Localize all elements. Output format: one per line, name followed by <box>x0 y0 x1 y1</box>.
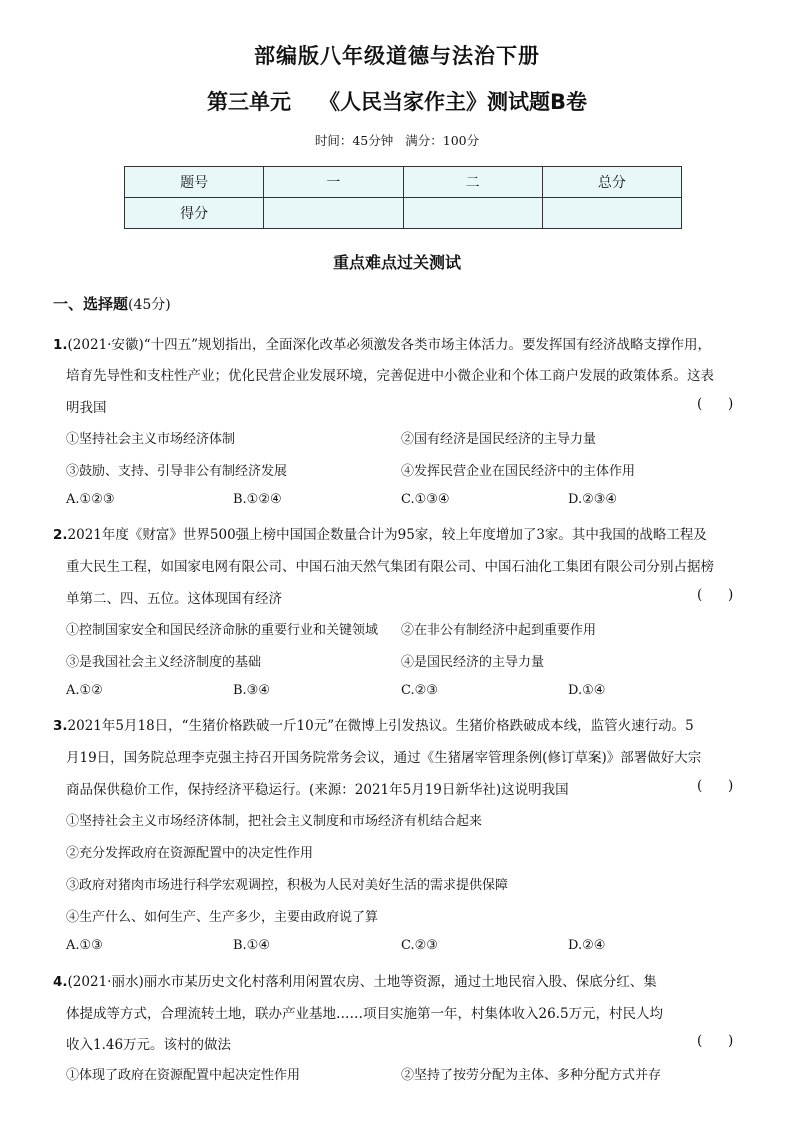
question-text: 2021年5月18日，“生猪价格跌破一斤10元”在微博上引发热议。生猪价格跌破成本线，监管火速行动。5 <box>67 718 694 734</box>
option-item: ④生产什么、如何生产、生产多少，主要由政府说了算 <box>66 910 379 925</box>
choice-d: D.②④ <box>568 938 606 953</box>
question-1-line-2: 培育先导性和支柱性产业；优化民营企业发展环境，完善促进中小微企业和个体工商户发展的政策体系。这表 <box>66 368 714 384</box>
question-3-line-2: 月19日，国务院总理李克强主持召开国务院常务会议，通过《生猪屠宰管理条例(修订草案)》部署做好大宗 <box>66 750 702 766</box>
choice-b: B.③④ <box>233 683 270 698</box>
score-cell: 一 <box>264 167 403 198</box>
choice-d: D.①④ <box>568 683 606 698</box>
option-item: ①坚持社会主义市场经济体制 <box>66 432 236 447</box>
score-table-score-row <box>125 198 682 229</box>
score-cell <box>403 198 542 229</box>
time-limit: 时间：45分钟 <box>314 133 394 148</box>
question-3-line-3: 商品保供稳价工作，保持经济平稳运行。(来源：2021年5月19日新华社)这说明我国 <box>66 782 569 798</box>
score-cell <box>542 198 681 229</box>
score-cell <box>264 198 403 229</box>
choice-c: C.①③④ <box>401 492 450 507</box>
document-title: 部编版八年级道德与法治下册 <box>254 44 540 68</box>
question-4-line-1 <box>53 970 657 990</box>
option-item: ④是国民经济的主导力量 <box>401 655 545 670</box>
option-item: ①体现了政府在资源配置中起决定性作用 <box>66 1068 301 1083</box>
score-cell: 总分 <box>542 167 681 198</box>
choice-c: C.②③ <box>401 938 438 953</box>
choice-a: A.①②③ <box>66 492 115 507</box>
unit-label: 第三单元 <box>206 90 291 114</box>
part-heading <box>53 293 171 314</box>
question-number: 3. <box>53 718 68 734</box>
question-2-line-2: 重大民生工程，如国家电网有限公司、中国石油天然气集团有限公司、中国石油化工集团有限公司分别占据榜 <box>66 559 714 575</box>
answer-bracket: ( ) <box>697 396 734 412</box>
option-item: ②在非公有制经济中起到重要作用 <box>401 623 597 638</box>
answer-bracket: ( ) <box>697 778 734 794</box>
part-title: 一、选择题 <box>53 295 129 313</box>
choice-b: B.①④ <box>233 938 270 953</box>
answer-bracket: ( ) <box>697 587 734 603</box>
choice-b: B.①②④ <box>233 492 282 507</box>
question-text: (2021·安徽)“十四五”规划指出，全面深化改革必须激发各类市场主体活力。要发挥国有经济战略支撑作用， <box>67 337 712 353</box>
choice-a: A.①③ <box>66 938 103 953</box>
question-text: 2021年度《财富》世界500强上榜中国国企数量合计为95家，较上年度增加了3家。其中我国的战略工程及 <box>67 527 707 543</box>
question-4-line-2: 体提成等方式，合理流转土地，联办产业基地……项目实施第一年，村集体收入26.5万元，村民人均 <box>66 1006 664 1022</box>
test-name: 《人民当家作主》测试题B卷 <box>318 90 587 114</box>
section-title: 重点难点过关测试 <box>332 253 461 272</box>
question-number: 4. <box>53 974 68 990</box>
question-3-line-1 <box>53 714 694 734</box>
question-number: 1. <box>53 337 68 353</box>
choice-d: D.②③④ <box>568 492 618 507</box>
question-number: 2. <box>53 527 68 543</box>
option-item: ③政府对猪肉市场进行科学宏观调控，积极为人民对美好生活的需求提供保障 <box>66 878 509 893</box>
document-subtitle <box>0 86 794 116</box>
question-1-line-1 <box>53 333 711 353</box>
question-text: (2021·丽水)丽水市某历史文化村落利用闲置农房、土地等资源，通过土地民宿入股、保底分红、集 <box>67 974 657 990</box>
choice-a: A.①② <box>66 683 103 698</box>
option-item: ③是我国社会主义经济制度的基础 <box>66 655 262 670</box>
part-points: (45分) <box>128 297 171 313</box>
question-2-line-1 <box>53 523 707 543</box>
option-item: ②国有经济是国民经济的主导力量 <box>401 432 597 447</box>
option-item: ①坚持社会主义市场经济体制，把社会主义制度和市场经济有机结合起来 <box>66 814 483 829</box>
full-score: 满分：100分 <box>405 133 480 148</box>
score-cell: 二 <box>403 167 542 198</box>
answer-bracket: ( ) <box>697 1033 734 1049</box>
option-item: ②充分发挥政府在资源配置中的决定性作用 <box>66 846 314 861</box>
option-item: ③鼓励、支持、引导非公有制经济发展 <box>66 464 288 479</box>
option-item: ②坚持了按劳分配为主体、多种分配方式并存 <box>401 1068 662 1083</box>
question-1-line-3: 明我国 <box>66 400 107 416</box>
score-table <box>124 166 682 229</box>
question-4-line-3: 收入1.46万元。该村的做法 <box>66 1037 232 1053</box>
choice-c: C.②③ <box>401 683 438 698</box>
option-item: ①控制国家安全和国民经济命脉的重要行业和关键领域 <box>66 623 379 638</box>
score-cell: 得分 <box>125 198 264 229</box>
score-cell: 题号 <box>125 167 264 198</box>
exam-info <box>0 131 794 149</box>
option-item: ④发挥民营企业在国民经济中的主体作用 <box>401 464 636 479</box>
question-2-line-3: 单第二、四、五位。这体现国有经济 <box>66 591 282 607</box>
score-table-header-row <box>125 167 682 198</box>
